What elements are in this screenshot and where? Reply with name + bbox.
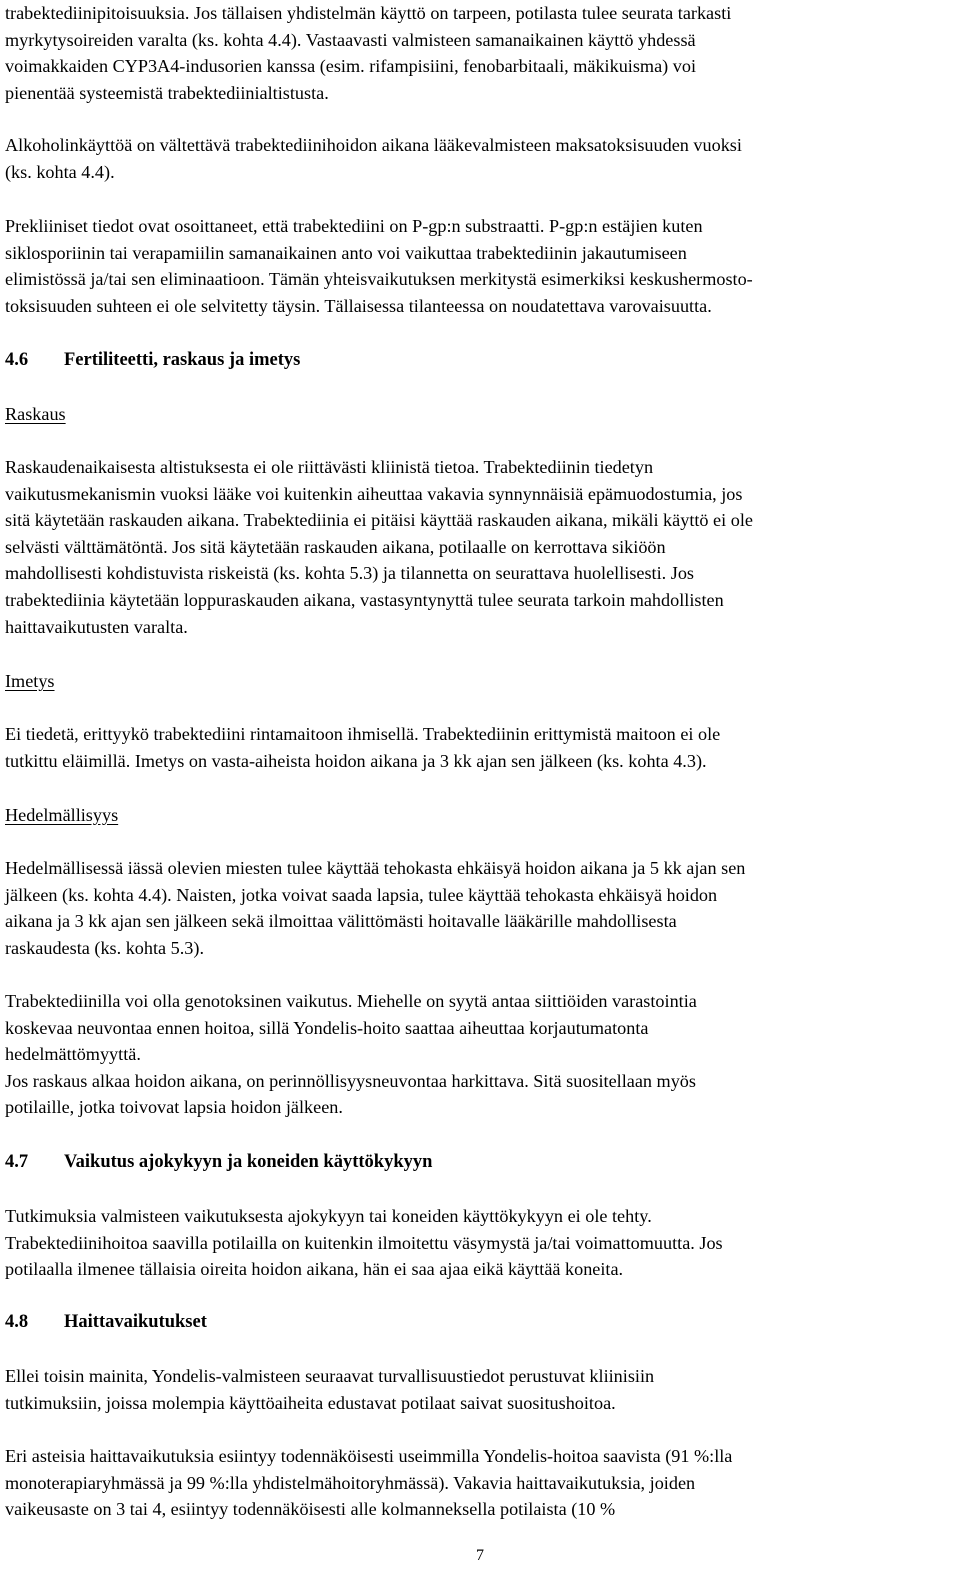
paragraph-haittavaikutukset-1 <box>5 1363 950 1416</box>
text-line: vaikeusaste on 3 tai 4, esiintyy todennäköisesti alle kolmanneksella potilaista (10 % <box>5 1499 616 1520</box>
paragraph-raskaus <box>5 454 950 640</box>
text-line: aikana ja 3 kk ajan sen jälkeen sekä ilmoittaa välittömästi hoitavalle lääkärille mahdollisesta <box>5 911 677 932</box>
paragraph-pgp <box>5 213 950 319</box>
paragraph-ajokyky <box>5 1203 950 1283</box>
text-line: Trabektediinilla voi olla genotoksinen vaikutus. Miehelle on syytä antaa siittiöiden varastointia <box>5 991 697 1011</box>
text-line: potilaille, jotka toivovat lapsia hoidon jälkeen. <box>5 1097 343 1118</box>
text-line: pienentää systeemistä trabektediinialtistusta. <box>5 82 329 103</box>
section-title: Vaikutus ajokykyyn ja koneiden käyttökykyyn <box>64 1152 433 1172</box>
text-line: Jos raskaus alkaa hoidon aikana, on perinnöllisyysneuvontaa harkittava. Sitä suositellaan myös <box>5 1070 696 1091</box>
section-heading-4-8 <box>5 1309 950 1336</box>
paragraph-alcohol <box>5 132 950 185</box>
section-heading-4-6 <box>5 347 950 374</box>
text-line: Eri asteisia haittavaikutuksia esiintyy todennäköisesti useimmilla Yondelis-hoitoa saavista (91 %:lla <box>5 1446 733 1466</box>
text-line: selvästi välttämätöntä. Jos sitä käytetään raskauden aikana, potilaalle on kerrottava sikiöön <box>5 536 666 557</box>
text-line: trabektediinia käytetään loppuraskauden aikana, vastasyntynyttä tulee seurata tarkoin mahdollisten <box>5 589 724 610</box>
text-line: Ellei toisin mainita, Yondelis-valmisteen seuraavat turvallisuustiedot perustuvat kliinisiin <box>5 1366 655 1386</box>
text-line: Prekliiniset tiedot ovat osoittaneet, että trabektediini on P-gp:n substraatti. P-gp:n estäjien kuten <box>5 216 703 236</box>
text-line: siklosporiinin tai verapamiilin samanaikainen anto voi vaikuttaa trabektediinin jakautumiseen <box>5 242 687 263</box>
text-line: toksisuuden suhteen ei ole selvitetty täysin. Tällaisessa tilanteessa on noudatettava varovaisuutta. <box>5 295 712 316</box>
section-title: Fertiliteetti, raskaus ja imetys <box>64 350 301 370</box>
text-line: haittavaikutusten varalta. <box>5 616 188 637</box>
text-line: Raskaudenaikaisesta altistuksesta ei ole riittävästi kliinistä tietoa. Trabektediinin tiedetyn <box>5 457 654 477</box>
text-line: Ei tiedetä, erittyykö trabektediini rintamaitoon ihmisellä. Trabektediinin erittymistä maitoon ei ole <box>5 724 721 744</box>
text-line: vaikutusmekanismin vuoksi lääke voi kuitenkin aiheuttaa vakavia synnynnäisiä epämuodostumia, jos <box>5 483 743 504</box>
text-line: mahdollisesti kohdistuvista riskeistä (ks. kohta 5.3) ja tilannetta on seurattava huolellisesti. Jos <box>5 563 694 584</box>
section-number: 4.6 <box>5 350 29 370</box>
paragraph-hedelmallisyys-2 <box>5 988 950 1121</box>
section-title: Haittavaikutukset <box>64 1312 207 1332</box>
subheading-imetys: Imetys <box>5 671 55 691</box>
page-number: 7 <box>476 1547 484 1564</box>
paragraph-interactions-cyp3a4 <box>5 0 950 106</box>
text-line: sitä käytetään raskauden aikana. Trabektediinia ei pitäisi käyttää raskauden aikana, mikäli käyttö ei ole <box>5 510 753 531</box>
text-line: tutkimuksiin, joissa molempia käyttöaiheita edustavat potilaat saivat suositushoitoa. <box>5 1392 616 1413</box>
text-line: hedelmättömyyttä. <box>5 1044 141 1065</box>
text-line: koskevaa neuvontaa ennen hoitoa, sillä Yondelis-hoito saattaa aiheuttaa korjautumatonta <box>5 1017 649 1038</box>
section-number: 4.7 <box>5 1152 29 1172</box>
subheading-hedelmallisyys: Hedelmällisyys <box>5 805 119 825</box>
text-line: Trabektediinihoitoa saavilla potilailla on kuitenkin ilmoitettu väsymystä ja/tai voimattomuutta. Jos <box>5 1232 723 1253</box>
paragraph-imetys <box>5 721 950 774</box>
text-line: tutkittu eläimillä. Imetys on vasta-aiheista hoidon aikana ja 3 kk ajan sen jälkeen (ks. kohta 4.3). <box>5 750 707 771</box>
text-line: monoterapiaryhmässä ja 99 %:lla yhdistelmähoitoryhmässä). Vakavia haittavaikutuksia, joiden <box>5 1472 696 1493</box>
text-line: Tutkimuksia valmisteen vaikutuksesta ajokykyyn tai koneiden käyttökykyyn ei ole tehty. <box>5 1206 652 1226</box>
text-line: Hedelmällisessä iässä olevien miesten tulee käyttää tehokasta ehkäisyä hoidon aikana ja 5 kk ajan sen <box>5 858 746 878</box>
text-line: trabektediinipitoisuuksia. Jos tällaisen yhdistelmän käyttö on tarpeen, potilasta tulee seurata tarkasti <box>5 3 732 23</box>
paragraph-hedelmallisyys-1 <box>5 855 950 961</box>
section-number: 4.8 <box>5 1312 29 1332</box>
subheading-raskaus: Raskaus <box>5 404 66 424</box>
text-line: potilaalla ilmenee tällaisia oireita hoidon aikana, hän ei saa ajaa eikä käyttää koneita. <box>5 1259 624 1280</box>
text-line: elimistössä ja/tai sen eliminaatioon. Tämän yhteisvaikutuksen merkitystä esimerkiksi keskushermosto- <box>5 269 753 290</box>
text-line: raskaudesta (ks. kohta 5.3). <box>5 937 204 958</box>
paragraph-haittavaikutukset-2 <box>5 1443 950 1523</box>
text-line: myrkytysoireiden varalta (ks. kohta 4.4). Vastaavasti valmisteen samanaikainen käyttö yhdessä <box>5 29 696 50</box>
section-heading-4-7 <box>5 1149 950 1176</box>
text-line: Alkoholinkäyttöä on vältettävä trabektediinihoidon aikana lääkevalmisteen maksatoksisuuden vuoksi <box>5 135 742 155</box>
text-line: jälkeen (ks. kohta 4.4). Naisten, jotka voivat saada lapsia, tulee käyttää tehokasta ehkäisyä hoidon <box>5 884 718 905</box>
text-line: (ks. kohta 4.4). <box>5 161 115 182</box>
text-line: voimakkaiden CYP3A4-indusorien kanssa (esim. rifampisiini, fenobarbitaali, mäkikuisma) voi <box>5 56 696 77</box>
